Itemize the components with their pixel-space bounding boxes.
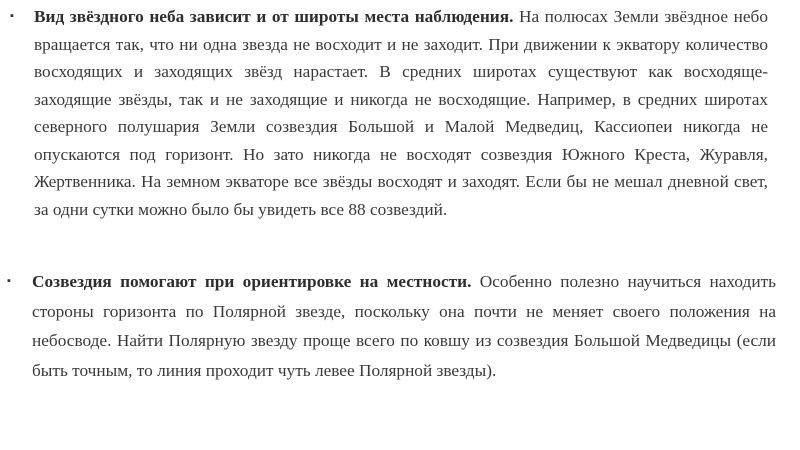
bullet-marker: ▪ — [7, 275, 11, 287]
bullet-item-sky-latitude — [10, 3, 768, 223]
bullet-body-text: Особенно полезно научиться находить стороны горизонта по Полярной звезде, поскольку она почти не меняет своего положения на небосводе. Найти Полярную звезду проще всего по ковшу из созвездия Большой Медведицы (если быть точным, то линия проходит чуть левее Полярной звезды). — [32, 272, 777, 380]
bullet-lead-text: Созвездия помогают при ориентировке на местности. — [32, 272, 472, 291]
bullet-lead-text: Вид звёздного неба зависит и от широты места наблюдения. — [34, 7, 514, 26]
bullet-marker: ▪ — [10, 10, 14, 22]
bullet-body-text: На полюсах Земли звёздное небо вращается так, что ни одна звезда не восходит и не заходит. При движении к экватору количество восходящих и заходящих звёзд нарастает. В средних широтах существуют как восходяще-заходящие звёзды, так и не заходящие и никогда не восходящие. Например, в средних широтах северного полушария Земли созвездия Большой и Малой Медведиц, Кассиопеи никогда не опускаются под горизонт. Но зато никогда не восходят созвездия Южного Креста, Журавля, Жертвенника. На земном экваторе все звёзды восходят и заходят. Если бы не мешал дневной свет, за одни сутки можно было бы увидеть все 88 созвездий. — [34, 7, 768, 219]
bullet-item-orientation — [7, 267, 777, 385]
